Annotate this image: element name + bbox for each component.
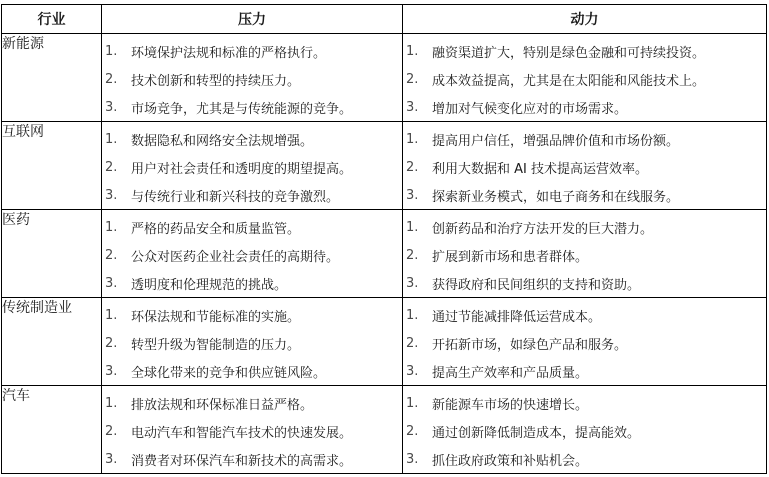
item-text: 开拓新市场，如绿色产品和服务。 <box>432 337 628 353</box>
list-item <box>102 93 402 121</box>
list-item <box>403 269 766 297</box>
pressure-list <box>102 298 402 385</box>
header-pressure: 压力 <box>102 5 403 34</box>
item-text: 提高用户信任，增强品牌价值和市场份额。 <box>432 133 680 149</box>
item-text: 公众对医药企业社会责任的高期待。 <box>131 249 340 265</box>
table-row <box>2 122 767 210</box>
item-text: 转型升级为智能制造的压力。 <box>131 337 301 353</box>
header-industry: 行业 <box>2 5 102 34</box>
item-number: 1. <box>105 131 118 147</box>
list-item <box>102 241 402 269</box>
list-item <box>102 65 402 93</box>
driver-cell <box>403 122 767 210</box>
list-item <box>403 213 766 241</box>
industry-cell: 汽车 <box>2 386 102 474</box>
item-number: 3. <box>105 99 118 115</box>
industry-pressure-driver-table <box>1 4 767 474</box>
item-text: 通过节能减排降低运营成本。 <box>432 309 602 325</box>
item-text: 融资渠道扩大，特别是绿色金融和可持续投资。 <box>432 45 706 61</box>
driver-cell <box>403 386 767 474</box>
list-item <box>403 329 766 357</box>
pressure-cell <box>102 122 403 210</box>
item-number: 1. <box>406 395 419 411</box>
item-text: 技术创新和转型的持续压力。 <box>131 73 301 89</box>
item-number: 1. <box>105 43 118 59</box>
driver-cell <box>403 298 767 386</box>
list-item <box>403 301 766 329</box>
item-number: 2. <box>105 423 118 439</box>
item-number: 3. <box>406 99 419 115</box>
item-text: 电动汽车和智能汽车技术的快速发展。 <box>131 425 353 441</box>
table-row <box>2 386 767 474</box>
item-number: 1. <box>406 307 419 323</box>
table-row <box>2 298 767 386</box>
list-item <box>403 445 766 473</box>
driver-list <box>403 210 766 297</box>
item-number: 3. <box>105 363 118 379</box>
header-driver: 动力 <box>403 5 767 34</box>
item-text: 增加对气候变化应对的市场需求。 <box>432 101 628 117</box>
item-number: 3. <box>406 451 419 467</box>
item-text: 创新药品和治疗方法开发的巨大潜力。 <box>432 221 654 237</box>
list-item <box>102 37 402 65</box>
list-item <box>403 93 766 121</box>
list-item <box>102 213 402 241</box>
item-number: 1. <box>406 131 419 147</box>
industry-cell: 传统制造业 <box>2 298 102 386</box>
item-text: 消费者对环保汽车和新技术的高需求。 <box>131 453 353 469</box>
item-number: 3. <box>406 363 419 379</box>
pressure-list <box>102 34 402 121</box>
item-number: 1. <box>105 219 118 235</box>
item-text: 环境保护法规和标准的严格执行。 <box>131 45 327 61</box>
item-text: 市场竞争，尤其是与传统能源的竞争。 <box>131 101 353 117</box>
table-row <box>2 210 767 298</box>
table-row <box>2 34 767 122</box>
item-text: 利用大数据和 AI 技术提高运营效率。 <box>432 161 648 177</box>
pressure-cell <box>102 210 403 298</box>
pressure-cell <box>102 298 403 386</box>
item-text: 通过创新降低制造成本，提高能效。 <box>432 425 641 441</box>
list-item <box>403 153 766 181</box>
list-item <box>102 125 402 153</box>
list-item <box>102 329 402 357</box>
list-item <box>403 181 766 209</box>
item-text: 提高生产效率和产品质量。 <box>432 365 589 381</box>
item-text: 抓住政府政策和补贴机会。 <box>432 453 589 469</box>
driver-list <box>403 298 766 385</box>
driver-list <box>403 34 766 121</box>
industry-cell: 医药 <box>2 210 102 298</box>
item-text: 成本效益提高，尤其是在太阳能和风能技术上。 <box>432 73 706 89</box>
item-text: 扩展到新市场和患者群体。 <box>432 249 589 265</box>
list-item <box>403 125 766 153</box>
item-text: 获得政府和民间组织的支持和资助。 <box>432 277 641 293</box>
item-number: 2. <box>105 335 118 351</box>
list-item <box>403 65 766 93</box>
pressure-list <box>102 122 402 209</box>
item-number: 2. <box>406 159 419 175</box>
list-item <box>403 417 766 445</box>
item-number: 2. <box>406 335 419 351</box>
item-number: 2. <box>406 247 419 263</box>
pressure-list <box>102 386 402 473</box>
list-item <box>403 357 766 385</box>
item-number: 2. <box>406 71 419 87</box>
item-number: 1. <box>406 43 419 59</box>
list-item <box>102 181 402 209</box>
list-item <box>102 153 402 181</box>
list-item <box>403 241 766 269</box>
list-item <box>102 389 402 417</box>
item-text: 严格的药品安全和质量监管。 <box>131 221 301 237</box>
list-item <box>102 417 402 445</box>
item-text: 与传统行业和新兴科技的竞争激烈。 <box>131 189 340 205</box>
item-text: 数据隐私和网络安全法规增强。 <box>131 133 314 149</box>
item-number: 3. <box>406 187 419 203</box>
item-number: 3. <box>105 187 118 203</box>
list-item <box>403 389 766 417</box>
industry-cell: 互联网 <box>2 122 102 210</box>
pressure-list <box>102 210 402 297</box>
list-item <box>102 269 402 297</box>
item-number: 3. <box>105 275 118 291</box>
item-number: 3. <box>105 451 118 467</box>
industry-cell: 新能源 <box>2 34 102 122</box>
pressure-cell <box>102 34 403 122</box>
item-number: 1. <box>406 219 419 235</box>
list-item <box>102 357 402 385</box>
item-number: 1. <box>105 307 118 323</box>
item-text: 全球化带来的竞争和供应链风险。 <box>131 365 327 381</box>
item-number: 2. <box>105 159 118 175</box>
item-number: 2. <box>406 423 419 439</box>
item-text: 环保法规和节能标准的实施。 <box>131 309 301 325</box>
driver-cell <box>403 210 767 298</box>
item-number: 2. <box>105 247 118 263</box>
driver-cell <box>403 34 767 122</box>
item-number: 3. <box>406 275 419 291</box>
driver-list <box>403 122 766 209</box>
item-number: 1. <box>105 395 118 411</box>
list-item <box>102 301 402 329</box>
header-row <box>2 5 767 34</box>
driver-list <box>403 386 766 473</box>
item-text: 透明度和伦理规范的挑战。 <box>131 277 288 293</box>
item-text: 排放法规和环保标准日益严格。 <box>131 397 314 413</box>
item-text: 用户对社会责任和透明度的期望提高。 <box>131 161 353 177</box>
list-item <box>102 445 402 473</box>
item-number: 2. <box>105 71 118 87</box>
item-text: 探索新业务模式，如电子商务和在线服务。 <box>432 189 680 205</box>
item-text: 新能源车市场的快速增长。 <box>432 397 589 413</box>
pressure-cell <box>102 386 403 474</box>
list-item <box>403 37 766 65</box>
